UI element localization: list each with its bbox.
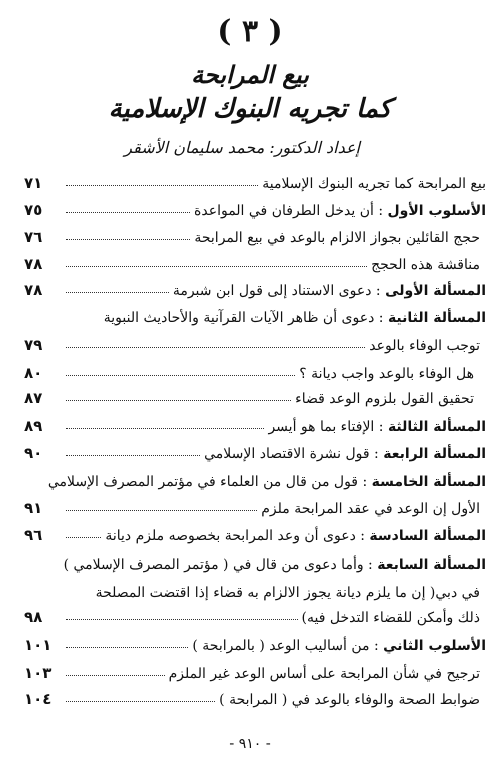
toc-entry-heading: المسألة الثانية <box>387 310 486 326</box>
toc-entry-label <box>295 391 474 407</box>
toc-leader-dots <box>66 212 190 213</box>
toc-entry-label <box>192 638 486 654</box>
toc-entry-label <box>371 257 480 273</box>
toc-entry-label <box>48 474 486 490</box>
toc-page-number: ٨٧ <box>24 389 43 407</box>
toc-entry <box>24 168 486 192</box>
title-line-2: كما تجريه البنوك الإسلامية <box>108 94 392 124</box>
toc-entry-text: : دعوى الاستناد إلى قول ابن شبرمة <box>172 283 381 299</box>
toc-entry-label <box>104 310 486 326</box>
toc-entry-text: توجب الوفاء بالوعد <box>369 338 480 354</box>
toc-entry-heading: المسألة الرابعة <box>383 446 486 462</box>
toc-entry <box>24 466 486 490</box>
toc-entry <box>24 438 486 462</box>
toc-leader-dots <box>66 675 165 676</box>
toc-leader-dots <box>66 347 365 348</box>
toc-entry-label <box>219 692 480 708</box>
toc-leader-dots <box>66 647 188 648</box>
toc-entry-label <box>262 176 486 192</box>
toc-entry-label <box>302 610 480 626</box>
toc-entry <box>24 330 480 354</box>
toc-entry-label <box>169 666 480 682</box>
toc-page-number: ٧١ <box>24 174 43 192</box>
toc-page-number: ٩٦ <box>24 526 43 544</box>
toc-leader-dots <box>66 266 367 267</box>
toc-entry-heading: الأسلوب الأول <box>387 203 486 219</box>
toc-entry-text: : أن يدخل الطرفان في المواعدة <box>194 203 384 219</box>
toc-leader-dots <box>66 510 257 511</box>
toc-entry-text: : قول نشرة الاقتصاد الإسلامي <box>204 446 379 462</box>
toc-entry <box>24 684 480 708</box>
toc-page-number: ١٠١ <box>24 636 52 654</box>
toc-entry-text: الأول إن الوعد في عقد المرابحة ملزم <box>261 501 480 517</box>
toc-entry <box>24 195 486 219</box>
toc-leader-dots <box>66 185 258 186</box>
toc-entry <box>24 602 480 626</box>
toc-entry-text: حجج القائلين بجواز الالزام بالوعد في بيع المرابحة <box>194 230 480 246</box>
toc-leader-dots <box>66 701 215 702</box>
table-of-contents <box>0 168 500 728</box>
toc-page-number: ٧٨ <box>24 281 43 299</box>
toc-entry-label <box>261 501 480 517</box>
toc-entry-heading: المسألة الثالثة <box>387 419 486 435</box>
toc-entry-label <box>369 338 480 354</box>
toc-entry-text: ضوابط الصحة والوفاء بالوعد في ( المرابحة ) <box>219 692 480 708</box>
toc-entry-text: بيع المرابحة كما تجريه البنوك الإسلامية <box>262 176 486 192</box>
toc-entry-heading: المسألة السابعة <box>377 557 486 573</box>
toc-entry-text: : دعوى أن ظاهر الآيات القرآنية والأحاديث النبوية <box>103 310 384 326</box>
toc-entry <box>24 411 486 435</box>
toc-page-number: ٧٨ <box>24 255 43 273</box>
toc-entry-text: : من أساليب الوعد ( بالمرابحة ) <box>192 638 379 654</box>
toc-entry-label <box>194 230 480 246</box>
toc-entry-label <box>204 446 486 462</box>
toc-entry <box>24 383 474 407</box>
toc-entry-heading: الأسلوب الثاني <box>383 638 486 654</box>
toc-leader-dots <box>66 428 264 429</box>
toc-entry-label <box>173 283 486 299</box>
toc-entry-text: ذلك وأمكن للقضاء التدخل فيه) <box>301 610 480 626</box>
toc-page-number: ٨٠ <box>24 364 43 382</box>
page-footer-number: - ٩١٠ - <box>229 736 271 752</box>
toc-entry-label <box>268 419 486 435</box>
toc-entry-label <box>64 557 486 573</box>
toc-entry-text: مناقشة هذه الحجج <box>371 257 480 273</box>
title-line-1: بيع المرابحة <box>191 60 309 89</box>
toc-page-number: ٧٩ <box>24 336 43 354</box>
toc-leader-dots <box>66 619 298 620</box>
toc-page-number: ٩١ <box>24 499 43 517</box>
toc-entry-text: : قول من قال من العلماء في مؤتمر المصرف الإسلامي <box>47 474 368 490</box>
toc-entry <box>24 520 486 544</box>
chapter-number: ( ٣ ) <box>217 14 283 49</box>
toc-page-number: ٧٥ <box>24 201 43 219</box>
author-line: إعداد الدكتور: محمد سليمان الأشقر <box>124 138 360 157</box>
toc-entry-text: ترجيح في شأن المرابحة على أساس الوعد غير الملزم <box>168 666 480 682</box>
toc-entry <box>24 630 486 654</box>
toc-leader-dots <box>66 400 291 401</box>
toc-entry <box>24 358 474 382</box>
toc-entry-heading: المسألة السادسة <box>369 528 486 544</box>
toc-leader-dots <box>66 292 169 293</box>
toc-entry <box>24 275 486 299</box>
toc-entry-label <box>299 366 474 382</box>
toc-entry-text: : وأما دعوى من قال في ( مؤتمر المصرف الإسلامي ) <box>63 557 373 573</box>
toc-entry-text: تحقيق القول بلزوم الوعد قضاء <box>295 391 474 407</box>
toc-leader-dots <box>66 239 190 240</box>
toc-page-number: ٧٦ <box>24 228 43 246</box>
toc-entry-text: : الإفتاء بما هو أيسر <box>268 419 384 435</box>
toc-entry-heading: المسألة الخامسة <box>371 474 486 490</box>
toc-entry-text: : دعوى أن وعد المرابحة بخصوصه ملزم ديانة <box>105 528 365 544</box>
toc-entry <box>24 493 480 517</box>
toc-entry-text: هل الوفاء بالوعد واجب ديانة ؟ <box>299 366 474 382</box>
toc-page-number: ٨٩ <box>24 417 43 435</box>
toc-entry <box>24 658 480 682</box>
toc-entry <box>24 222 480 246</box>
toc-leader-dots <box>66 455 200 456</box>
toc-entry <box>24 249 480 273</box>
toc-leader-dots <box>66 375 295 376</box>
toc-entry-label <box>105 528 486 544</box>
toc-page-number: ١٠٣ <box>24 664 52 682</box>
toc-page-number: ٩٨ <box>24 608 43 626</box>
toc-entry-text: في دبي( إن ما يلزم ديانة يجوز الالزام به قضاء إذا اقتضت المصلحة <box>95 585 480 601</box>
toc-entry <box>24 302 486 326</box>
toc-page-number: ١٠٤ <box>24 690 52 708</box>
toc-leader-dots <box>66 537 101 538</box>
toc-entry-label <box>194 203 486 219</box>
toc-entry <box>24 549 486 573</box>
toc-page-number: ٩٠ <box>24 444 43 462</box>
toc-entry <box>24 577 480 601</box>
toc-entry-label <box>96 585 480 601</box>
toc-entry-heading: المسألة الأولى <box>385 283 486 299</box>
